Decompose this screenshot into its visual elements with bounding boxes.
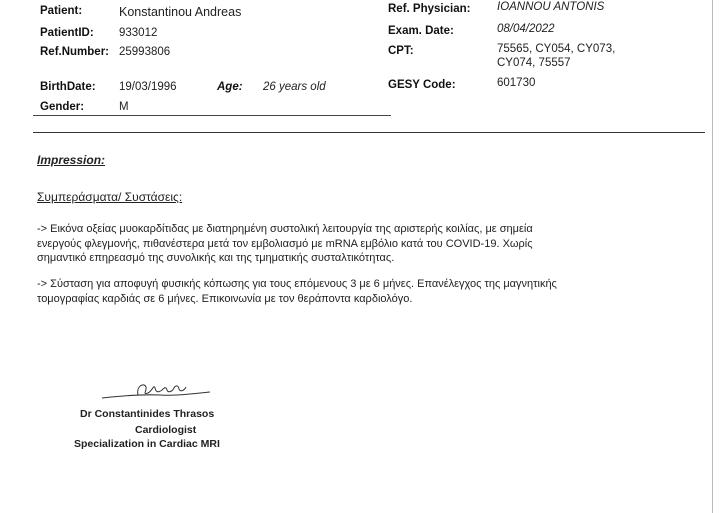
gender-label: Gender: <box>40 101 85 113</box>
refnumber-label: Ref.Number: <box>40 46 110 58</box>
patient-label: Patient: <box>40 5 83 17</box>
cpt-label: CPT: <box>388 45 414 57</box>
age-label: Age: <box>217 81 243 93</box>
paragraph-1-line-1: -> Εικόνα οξείας μυοκαρδίτιδας με διατηρημένη συστολική λειτουργία της αριστερής κοιλίας, με σημεία <box>37 223 533 235</box>
cpt-value-line1: 75565, CY054, CY073, <box>497 43 616 55</box>
age-value: 26 years old <box>263 81 326 93</box>
handwritten-signature <box>100 378 220 404</box>
examdate-value: 08/04/2022 <box>497 23 555 35</box>
signatory-name: Dr Constantinides Thrasos <box>80 408 215 420</box>
signatory-title: Cardiologist <box>135 424 197 436</box>
signature-block <box>60 378 280 458</box>
header-rule-long <box>33 132 705 133</box>
refphysician-label: Ref. Physician: <box>388 3 471 15</box>
paragraph-1-line-2: ενεργούς φλεγμονής, πιθανέστερα μετά τον εμβολιασμό με mRNA εμβόλιο κατά του COVID-19. Χωρίς <box>37 237 533 250</box>
impression-title: Impression: <box>37 153 106 167</box>
gender-value: M <box>119 101 129 113</box>
patientid-label: PatientID: <box>40 27 94 39</box>
patientid-value: 933012 <box>119 27 158 39</box>
birthdate-value: 19/03/1996 <box>119 81 177 93</box>
refnumber-value: 25993806 <box>119 46 171 58</box>
examdate-label: Exam. Date: <box>388 25 454 37</box>
header-rule-short <box>33 115 391 116</box>
paragraph-2-line-2: τομογραφίας καρδιάς σε 6 μήνες. Επικοινωνία με τον θεράποντα καρδιολόγο. <box>37 292 413 305</box>
impression-paragraph-2 <box>37 277 687 306</box>
gesy-value: 601730 <box>497 77 536 89</box>
signatory-specialization: Specialization in Cardiac MRI <box>74 438 220 450</box>
paragraph-2-line-1: -> Σύσταση για αποφυγή φυσικής κόπωσης για τους επόμενους 3 με 6 μήνες. Επανέλεγχος της μαγνητικής <box>37 278 557 290</box>
gesy-label: GESY Code: <box>388 79 456 91</box>
refphysician-value: IOANNOU ANTONIS <box>497 1 605 13</box>
patient-value: Konstantinou Andreas <box>119 5 242 19</box>
birthdate-label: BirthDate: <box>40 81 96 93</box>
paragraph-1-line-3: σημαντικό επηρεασμό της συνολικής και της τμηματικής συσταλτικότητας. <box>37 252 395 264</box>
cpt-value-line2: CY074, 75557 <box>497 57 571 69</box>
impression-paragraph-1 <box>37 222 687 266</box>
conclusions-title: Συμπεράσματα/ Συστάσεις: <box>37 190 183 204</box>
page-margin-line <box>712 0 713 513</box>
